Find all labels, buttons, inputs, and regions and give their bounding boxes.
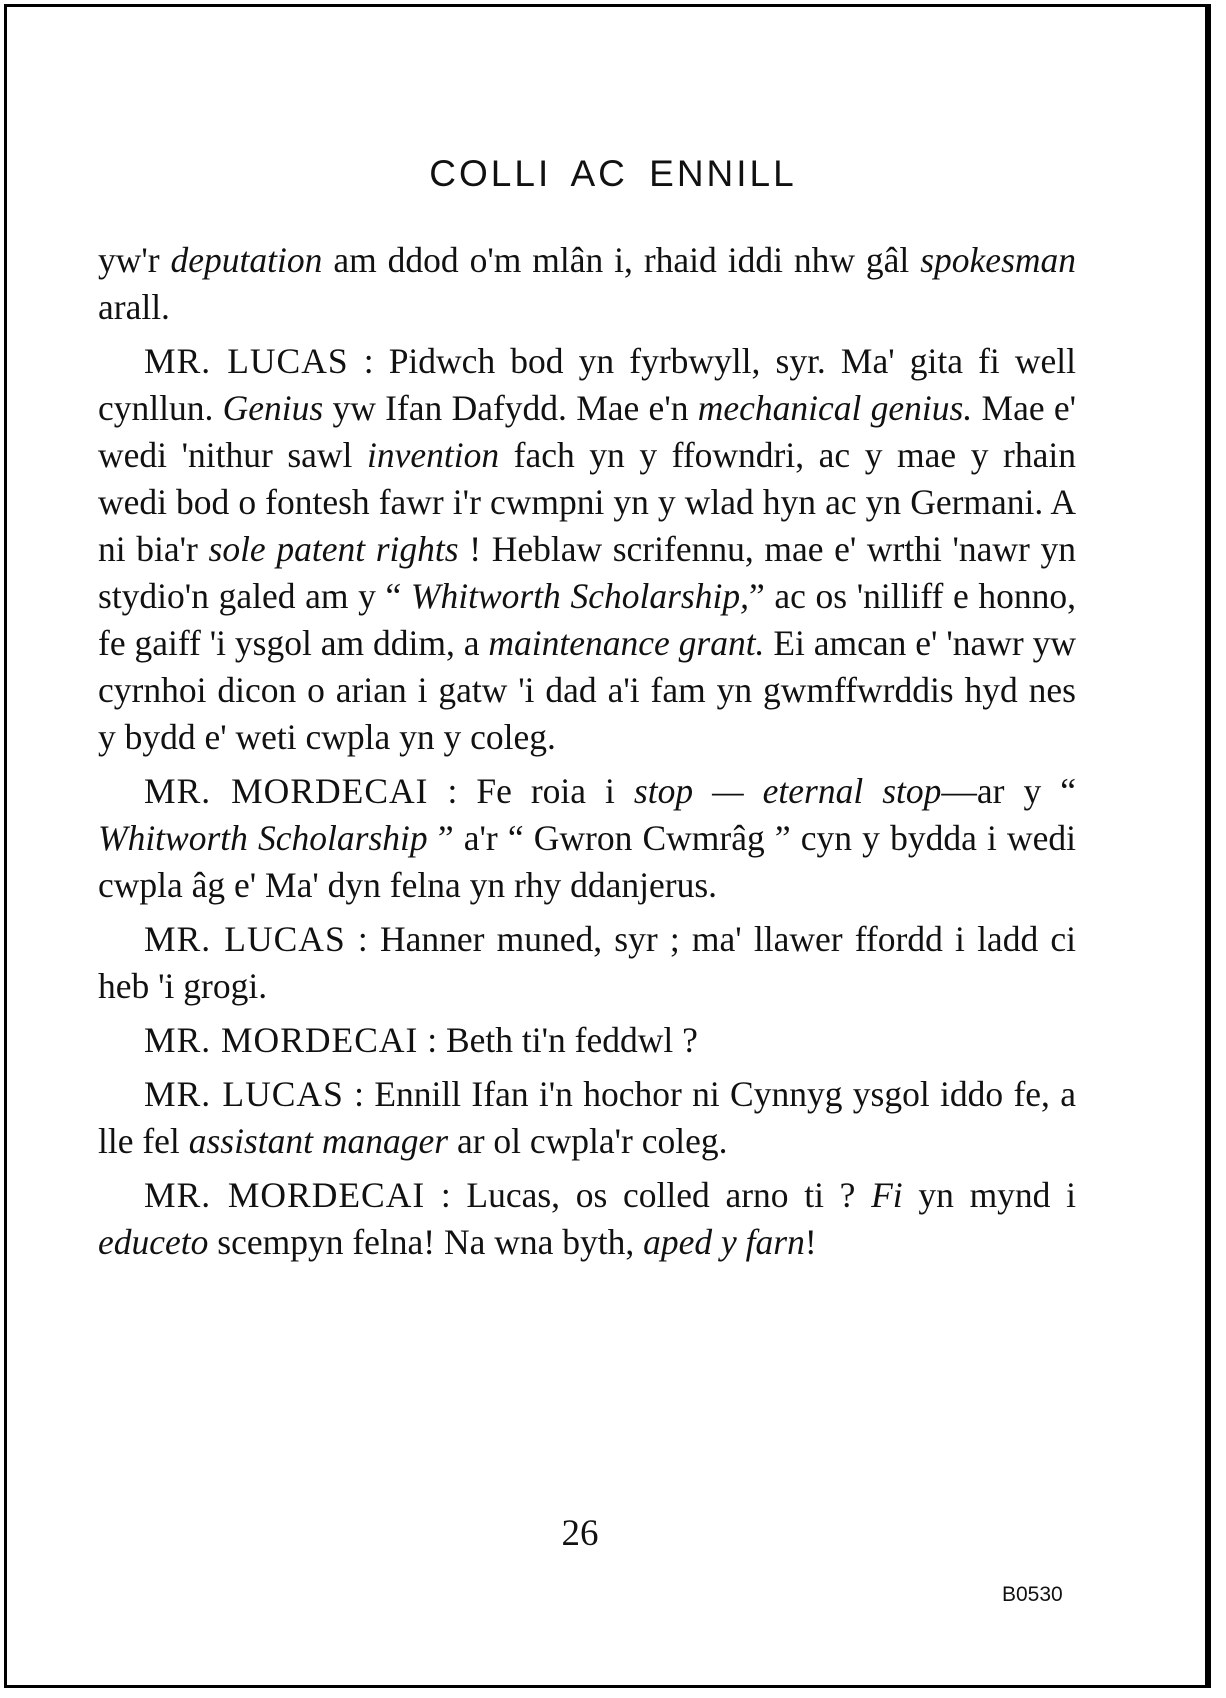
speaker-name: MR. LUCAS (144, 341, 349, 381)
text-run: Mae e' wedi 'nithur sawl (98, 388, 1077, 475)
text-run: : Pidwch bod yn fyrbwyll, syr. Ma' gita fi well cynllun. (98, 341, 1076, 428)
text-run: ” ac os 'nilliff e honno, fe gaiff 'i ysgol am ddim, a (98, 576, 1076, 663)
speaker-name: MR. MORDECAI (144, 771, 429, 811)
text-run: yn mynd i (902, 1175, 1076, 1215)
text-run: : Fe roia i (428, 771, 634, 811)
page-body (98, 237, 1076, 1273)
italic-run: maintenance grant. (488, 623, 765, 663)
paragraph-7 (98, 1172, 1076, 1266)
page-number: 26 (561, 1513, 599, 1554)
speaker-name: MR. LUCAS (144, 919, 346, 959)
text-run: fach yn y ffowndri, ac y mae y rhain wedi bod o fontesh fawr i'r cwmpni yn y wlad hyn ac yn Germani. A ni bia'r (98, 435, 1076, 569)
italic-run: Whitworth Scholarship (98, 818, 428, 858)
text-run: ! Heblaw scrifennu, mae e' wrthi 'nawr yn stydio'n galed am y “ (98, 529, 1077, 616)
text-run: : Lucas, os colled arno ti ? (425, 1175, 872, 1215)
paragraph-2 (98, 338, 1076, 761)
text-run: —ar y “ (941, 771, 1076, 811)
text-run: : Hanner muned, syr ; ma' llawer ffordd i ladd ci heb 'i grogi. (98, 919, 1076, 1006)
text-run: arall. (98, 287, 170, 327)
text-run: ” a'r “ Gwron Cwmrâg ” cyn y bydda i wedi cwpla âg e' Ma' dyn felna yn rhy ddanjerus. (98, 818, 1076, 905)
paragraph-6 (98, 1071, 1076, 1165)
italic-run: stop — eternal stop (633, 771, 942, 811)
italic-run: Fi (871, 1175, 903, 1215)
paragraph-4 (98, 916, 1076, 1010)
text-run: ar ol cwpla'r coleg. (448, 1121, 728, 1161)
italic-run: deputation (170, 240, 323, 280)
catalog-code: B0530 (1002, 1583, 1063, 1606)
speaker-name: MR. MORDECAI (144, 1020, 419, 1060)
page-border-right-edge (1205, 4, 1211, 1688)
italic-run: educeto (98, 1222, 209, 1262)
italic-run: assistant manager (188, 1121, 449, 1161)
paragraph-1 (98, 237, 1076, 331)
text-run: ! (804, 1222, 817, 1262)
text-run: yw Ifan Dafydd. Mae e'n (323, 388, 698, 428)
italic-run: Genius (222, 388, 324, 428)
text-run: : Beth ti'n feddwl ? (418, 1020, 698, 1060)
text-run: : Ennill Ifan i'n hochor ni Cynnyg ysgol iddo fe, a lle fel (98, 1074, 1077, 1161)
paragraph-5 (98, 1017, 1076, 1064)
italic-run: mechanical genius. (697, 388, 973, 428)
speaker-name: MR. LUCAS (144, 1074, 344, 1114)
text-run: scempyn felna! Na wna byth, (208, 1222, 644, 1262)
italic-run: spokesman (920, 240, 1077, 280)
italic-run: invention (366, 435, 500, 475)
paragraph-3 (98, 768, 1076, 909)
text-run: am ddod o'm mlân i, rhaid iddi nhw gâl (322, 240, 921, 280)
speaker-name: MR. MORDECAI (144, 1175, 426, 1215)
text-run: yw'r (98, 240, 171, 280)
italic-run: sole patent rights (208, 529, 459, 569)
italic-run: aped y farn (643, 1222, 805, 1262)
running-title: COLLI AC ENNILL (429, 153, 797, 194)
italic-run: Whitworth Scholarship, (410, 576, 749, 616)
text-run: Ei amcan e' 'nawr yw cyrnhoi dicon o arian i gatw 'i dad a'i fam yn gwmffwrddis hyd nes y bydd e' weti cwpla yn y coleg. (98, 623, 1076, 757)
